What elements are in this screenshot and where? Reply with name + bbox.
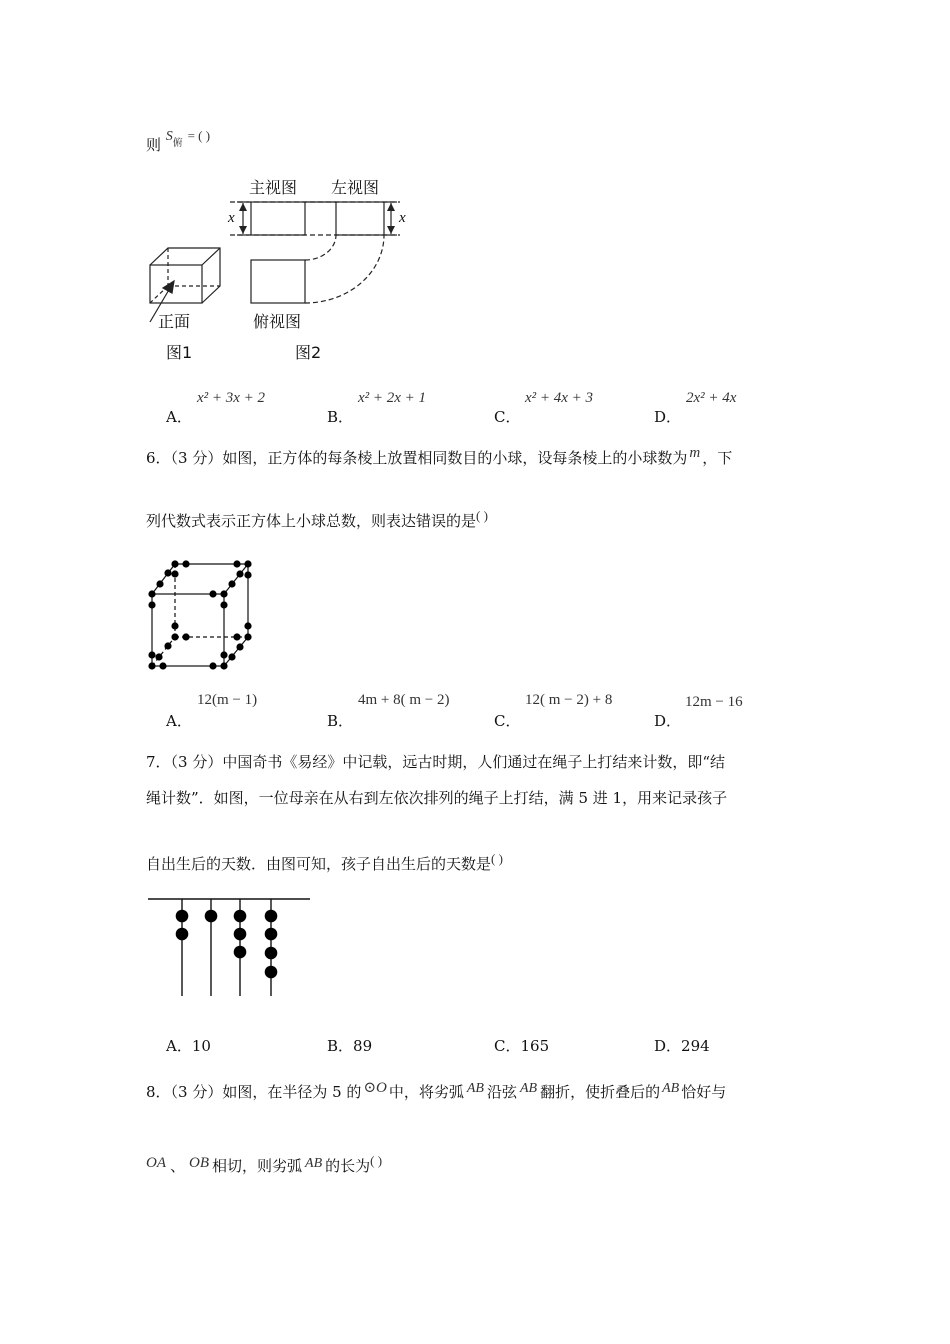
q5-fig1-cuboid	[150, 248, 220, 322]
q7-option-c-value: 165	[520, 1037, 550, 1055]
q6-line1-text: 6．（3 分）如图，正方体的每条棱上放置相同数目的小球，设每条棱上的小球数为	[146, 449, 688, 467]
q8-circle-o: ⊙O	[363, 1080, 387, 1096]
q8-line1-a: 8．（3 分）如图，在半径为 5 的	[146, 1083, 362, 1101]
q8-stem-line2	[146, 1153, 383, 1175]
q6-option-a-expr: 12(m − 1)	[197, 692, 258, 708]
q7-stem-line2: 绳计数”．如图，一位母亲在从右到左依次排列的绳子上打结，满 5 进 1，用来记录孩子	[146, 789, 728, 807]
q5-option-b-expr: x² + 2x + 1	[358, 390, 427, 406]
q6-paren: ( )	[476, 508, 488, 523]
q6-option-b-expr: 4m + 8( m − 2)	[358, 692, 450, 708]
q6-option-c-letter[interactable]: C．	[494, 712, 521, 730]
q8-sep: 、	[170, 1157, 186, 1175]
q6-balls	[148, 560, 251, 669]
q7-option-a[interactable]: A．10	[166, 1037, 211, 1055]
q7-rope-figure	[140, 892, 320, 1002]
q6-line2-text: 列代数式表示正方体上小球总数，则表达错误的是	[146, 512, 477, 530]
q8-oa: OA	[146, 1155, 166, 1171]
q8-line1-c: 沿弦	[486, 1083, 517, 1101]
q6-cube-figure	[140, 552, 280, 682]
q7-paren: ( )	[491, 851, 503, 866]
q8-ab-3: AB	[662, 1081, 680, 1096]
q7-option-b[interactable]: B．89	[327, 1037, 373, 1055]
q8-line2-a: 相切，则劣弧	[212, 1157, 303, 1175]
q6-option-d-expr: 12m − 16	[685, 694, 743, 710]
q7-stem-line1: 7．（3 分）中国奇书《易经》中记载，远古时期，人们通过在绳子上打结来计数，即“结	[146, 753, 726, 771]
q8-ab-1: AB	[466, 1081, 484, 1096]
q5-option-a-letter[interactable]: A．	[166, 408, 192, 426]
q8-stem-line1	[146, 1080, 727, 1101]
q5-option-a-expr: x² + 3x + 2	[197, 390, 266, 406]
q8-ab-2: AB	[519, 1081, 538, 1096]
q5-option-c-letter[interactable]: C．	[494, 408, 521, 426]
q7-option-a-value: 10	[191, 1037, 211, 1055]
q6-var-m: m	[689, 445, 701, 461]
q6-option-a-letter[interactable]: A．	[166, 712, 192, 730]
q5-s-symbol: S	[165, 129, 173, 144]
q7-option-b-value: 89	[353, 1037, 373, 1055]
q5-fig2-caption: 图2	[295, 343, 322, 362]
q7-knots	[176, 910, 278, 979]
q8-paren: ( )	[370, 1153, 383, 1168]
q7-line3-text: 自出生后的天数．由图可知，孩子自出生后的天数是	[146, 855, 492, 873]
q8-line1-e: 恰好与	[681, 1083, 727, 1101]
q6-stem-line1	[146, 445, 733, 467]
q5-front-label: 正面	[158, 312, 191, 331]
q8-line1-d: 翻折，使折叠后的	[540, 1083, 661, 1101]
q6-stem-line2	[146, 508, 488, 530]
q8-line1-b: 中，将劣弧	[388, 1083, 464, 1101]
q7-option-d-value: 294	[681, 1037, 710, 1055]
q5-top-view-label: 俯视图	[253, 312, 302, 331]
q6-option-d-letter[interactable]: D．	[654, 712, 682, 730]
q8-ab-4: AB	[305, 1156, 323, 1171]
q5-stem	[146, 128, 211, 154]
q6-line1-end: ，下	[702, 449, 733, 467]
q6-option-b-letter[interactable]: B．	[327, 712, 354, 730]
q5-option-b-letter[interactable]: B．	[327, 408, 354, 426]
q7-option-d[interactable]: D．294	[654, 1037, 710, 1055]
q8-line2-b: 的长为	[325, 1157, 371, 1175]
q5-figure	[0, 170, 950, 400]
q5-fig1-caption: 图1	[166, 343, 193, 362]
q5-left-view-label: 左视图	[331, 178, 380, 197]
q5-option-d-expr: 2x² + 4x	[686, 390, 737, 406]
q7-stem-line3	[146, 851, 503, 873]
q5-s-sub: 俯	[172, 138, 183, 149]
q5-dim-x-left: x	[228, 210, 235, 226]
q5-stem-prefix: 则	[146, 136, 162, 154]
q5-option-c-expr: x² + 4x + 3	[525, 390, 594, 406]
q5-option-d-letter[interactable]: D．	[654, 408, 682, 426]
q5-dim-x-right: x	[399, 210, 406, 226]
q6-option-c-expr: 12( m − 2) + 8	[525, 692, 613, 708]
q5-eq-paren: = ( )	[187, 128, 211, 143]
q8-ob: OB	[189, 1155, 210, 1171]
q5-front-view-label: 主视图	[249, 178, 298, 197]
q7-option-c[interactable]: C．165	[494, 1037, 550, 1055]
q5-fig2-views	[230, 202, 400, 303]
